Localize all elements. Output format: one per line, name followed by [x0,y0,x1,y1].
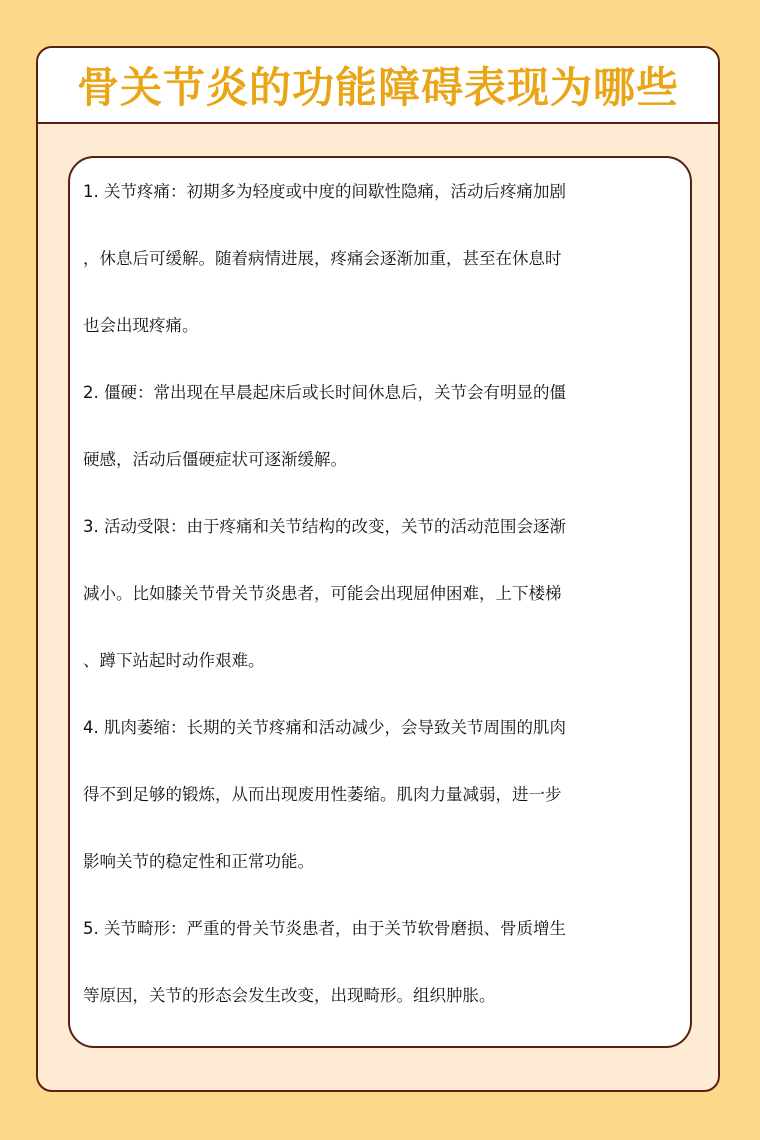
text-line: 1. 关节疼痛：初期多为轻度或中度的间歇性隐痛，活动后疼痛加剧 [83,182,566,201]
section-stiffness [83,359,678,493]
text-line: 4. 肌肉萎缩：长期的关节疼痛和活动减少，会导致关节周围的肌肉 [83,718,566,737]
text-line: 影响关节的稳定性和正常功能。 [83,852,314,871]
content-card [36,46,720,1092]
text-line: 、蹲下站起时动作艰难。 [83,651,265,670]
text-line: 2. 僵硬：常出现在早晨起床后或长时间休息后，关节会有明显的僵 [83,383,566,402]
text-panel [68,156,692,1048]
text-line: 硬感，活动后僵硬症状可逐渐缓解。 [83,450,347,469]
text-line: 等原因，关节的形态会发生改变，出现畸形。组织肿胀。 [83,986,496,1005]
text-line: 得不到足够的锻炼，从而出现废用性萎缩。肌肉力量减弱，进一步 [83,785,562,804]
section-joint-pain [83,158,678,359]
section-joint-deformity [83,895,678,1029]
section-muscle-atrophy [83,694,678,895]
text-line: 5. 关节畸形：严重的骨关节炎患者，由于关节软骨磨损、骨质增生 [83,919,566,938]
text-line: 减小。比如膝关节骨关节炎患者，可能会出现屈伸困难，上下楼梯 [83,584,562,603]
text-line: 3. 活动受限：由于疼痛和关节结构的改变，关节的活动范围会逐渐 [83,517,566,536]
text-line: 也会出现疼痛。 [83,316,199,335]
title-bar [38,48,718,124]
section-limited-mobility [83,493,678,694]
text-line: ，休息后可缓解。随着病情进展，疼痛会逐渐加重，甚至在休息时 [83,249,562,268]
page-title: 骨关节炎的功能障碍表现为哪些 [76,63,679,112]
